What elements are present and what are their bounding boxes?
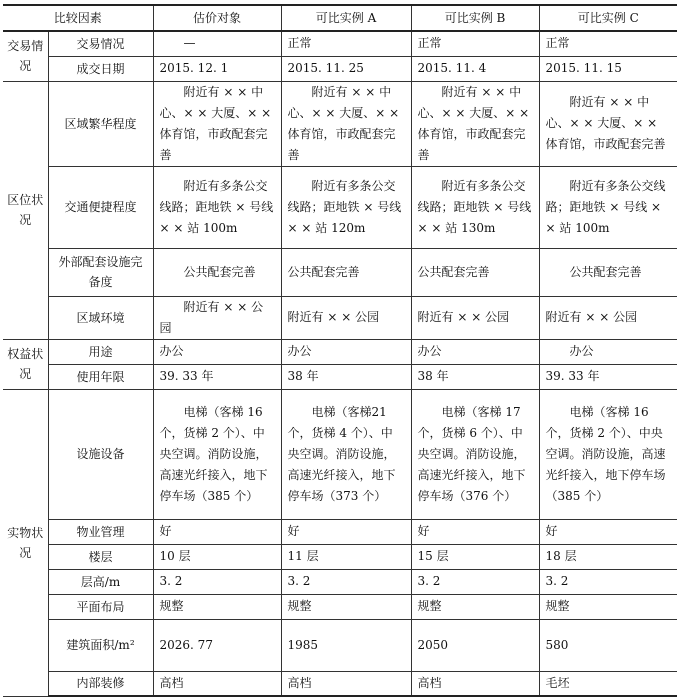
- cell: 580: [539, 619, 677, 671]
- row-label: 平面布局: [48, 594, 153, 619]
- cell: 办公: [153, 339, 281, 364]
- cell: 附近有 × × 公园: [411, 296, 539, 339]
- cell: 1985: [281, 619, 411, 671]
- table-row: [3, 671, 677, 696]
- category-location: 区位状况: [3, 81, 48, 339]
- cell: 15 层: [411, 544, 539, 569]
- cell: 3. 2: [281, 569, 411, 594]
- row-label: 使用年限: [48, 364, 153, 389]
- header-row: [3, 5, 677, 31]
- cell: 规整: [281, 594, 411, 619]
- table-row: [3, 31, 677, 56]
- cell: 2026. 77: [153, 619, 281, 671]
- header-case-a: 可比实例 A: [281, 5, 411, 31]
- cell: 3. 2: [153, 569, 281, 594]
- category-rights: 权益状况: [3, 339, 48, 389]
- cell: 2015. 11. 15: [539, 56, 677, 81]
- cell: 公共配套完善: [539, 248, 677, 296]
- cell: 附近有 × × 公园: [539, 296, 677, 339]
- cell: 规整: [411, 594, 539, 619]
- cell: 附近有 × × 中心、× × 大厦、× × 体育馆，市政配套完善: [153, 81, 281, 166]
- cell: 2015. 12. 1: [153, 56, 281, 81]
- table-row: [3, 81, 677, 166]
- table-row: [3, 56, 677, 81]
- cell: 电梯（客梯 16 个，货梯 2 个）、中央空调。消防设施，高速光纤接入，地下停车场（385 个）: [153, 389, 281, 519]
- row-label: 区域环境: [48, 296, 153, 339]
- row-label: 用途: [48, 339, 153, 364]
- cell: 好: [281, 519, 411, 544]
- row-label: 建筑面积/m²: [48, 619, 153, 671]
- cell: 好: [153, 519, 281, 544]
- header-case-c: 可比实例 C: [539, 5, 677, 31]
- cell: 公共配套完善: [281, 248, 411, 296]
- cell: 办公: [411, 339, 539, 364]
- table-row: [3, 339, 677, 364]
- table-row: [3, 296, 677, 339]
- cell: 39. 33 年: [539, 364, 677, 389]
- cell: 公共配套完善: [153, 248, 281, 296]
- cell: 38 年: [281, 364, 411, 389]
- header-factor: 比较因素: [3, 5, 153, 31]
- row-label: 层高/m: [48, 569, 153, 594]
- cell: 办公: [539, 339, 677, 364]
- cell: 39. 33 年: [153, 364, 281, 389]
- row-label: 成交日期: [48, 56, 153, 81]
- cell: 附近有 × × 中心、× × 大厦、× × 体育馆，市政配套完善: [411, 81, 539, 166]
- category-physical: 实物状况: [3, 389, 48, 696]
- cell: 18 层: [539, 544, 677, 569]
- cell: 附近有 × × 公园: [281, 296, 411, 339]
- cell: 2050: [411, 619, 539, 671]
- cell: 高档: [153, 671, 281, 696]
- cell: 毛坯: [539, 671, 677, 696]
- cell: 附近有多条公交线路；距地铁 × 号线 × × 站 100m: [539, 166, 677, 248]
- cell: 好: [411, 519, 539, 544]
- cell: 规整: [539, 594, 677, 619]
- cell: 附近有 × × 中心、× × 大厦、× × 体育馆，市政配套完善: [539, 81, 677, 166]
- table-row: [3, 619, 677, 671]
- row-label: 内部装修: [48, 671, 153, 696]
- category-trade: 交易情况: [3, 31, 48, 81]
- cell: 38 年: [411, 364, 539, 389]
- cell: 3. 2: [539, 569, 677, 594]
- table-row: [3, 569, 677, 594]
- row-label: 交易情况: [48, 31, 153, 56]
- cell: 正常: [281, 31, 411, 56]
- table-row: [3, 364, 677, 389]
- cell: 附近有多条公交线路；距地铁 × 号线 × × 站 100m: [153, 166, 281, 248]
- cell: 高档: [281, 671, 411, 696]
- cell: —: [153, 31, 281, 56]
- row-label: 物业管理: [48, 519, 153, 544]
- comparison-table: [3, 4, 677, 697]
- cell: 电梯（客梯 17 个，货梯 6 个）、中央空调。消防设施，高速光纤接入，地下停车场（376 个）: [411, 389, 539, 519]
- row-label: 区域繁华程度: [48, 81, 153, 166]
- cell: 公共配套完善: [411, 248, 539, 296]
- cell: 电梯（客梯21 个，货梯 4 个）、中央空调。消防设施，高速光纤接入，地下停车场（373 个）: [281, 389, 411, 519]
- cell: 附近有 × × 中心、× × 大厦、× × 体育馆，市政配套完善: [281, 81, 411, 166]
- header-subject: 估价对象: [153, 5, 281, 31]
- header-case-b: 可比实例 B: [411, 5, 539, 31]
- cell: 好: [539, 519, 677, 544]
- cell: 附近有 × × 公园: [153, 296, 281, 339]
- cell: 11 层: [281, 544, 411, 569]
- cell: 高档: [411, 671, 539, 696]
- row-label: 外部配套设施完备度: [48, 248, 153, 296]
- row-label: 楼层: [48, 544, 153, 569]
- row-label: 设施设备: [48, 389, 153, 519]
- table-row: [3, 248, 677, 296]
- cell: 10 层: [153, 544, 281, 569]
- cell: 正常: [411, 31, 539, 56]
- cell: 附近有多条公交线路；距地铁 × 号线 × × 站 130m: [411, 166, 539, 248]
- table-row: [3, 389, 677, 519]
- cell: 办公: [281, 339, 411, 364]
- cell: 规整: [153, 594, 281, 619]
- cell: 3. 2: [411, 569, 539, 594]
- cell: 正常: [539, 31, 677, 56]
- row-label: 交通便捷程度: [48, 166, 153, 248]
- cell: 电梯（客梯 16 个，货梯 2 个）、中央空调。消防设施，高速光纤接入，地下停车场（385 个）: [539, 389, 677, 519]
- cell: 2015. 11. 4: [411, 56, 539, 81]
- table-row: [3, 594, 677, 619]
- table-row: [3, 544, 677, 569]
- cell: 附近有多条公交线路；距地铁 × 号线 × × 站 120m: [281, 166, 411, 248]
- table-row: [3, 166, 677, 248]
- cell: 2015. 11. 25: [281, 56, 411, 81]
- table-row: [3, 519, 677, 544]
